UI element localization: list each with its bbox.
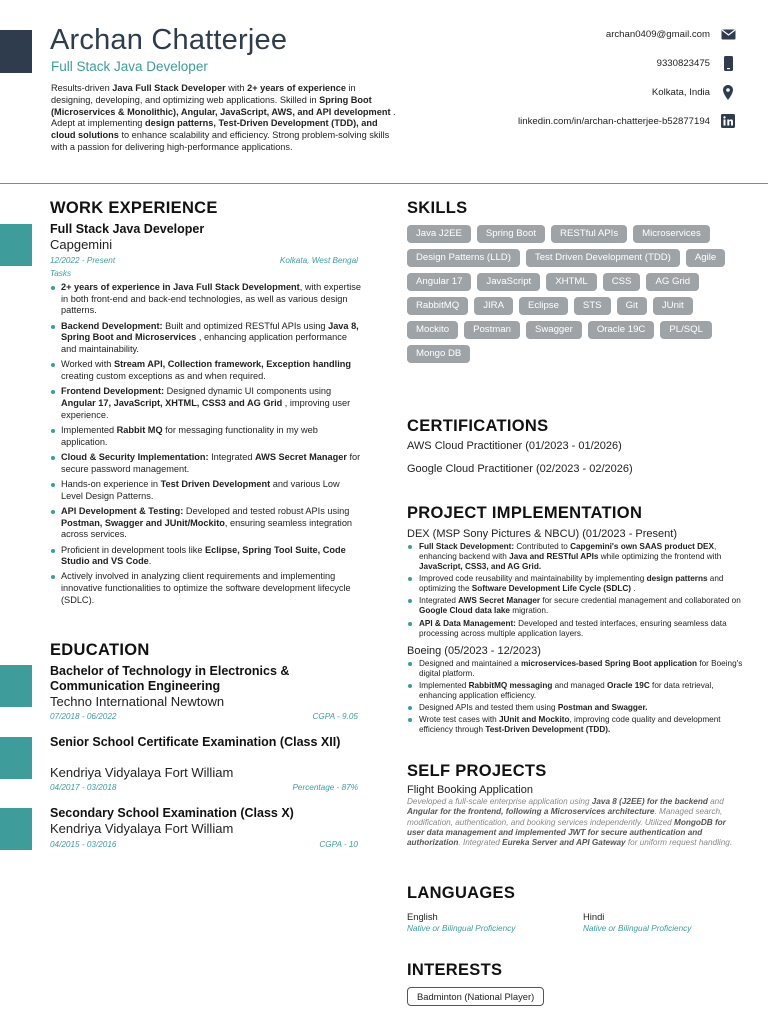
skill-tag: Postman (464, 321, 520, 339)
job-location: Kolkata, West Bengal (279, 256, 358, 265)
skill-tag: CSS (603, 273, 641, 291)
skill-tag: Test Driven Development (TDD) (526, 249, 680, 267)
certification-item: Google Cloud Practitioner (02/2023 - 02/2026) (407, 463, 633, 475)
certifications-section-title: CERTIFICATIONS (407, 417, 549, 435)
edu-grade: CGPA - 10 (319, 840, 358, 849)
edu-school: Kendriya Vidyalaya Fort William (50, 821, 234, 836)
contact-phone[interactable] (657, 55, 736, 71)
project-heading: Boeing (05/2023 - 12/2023) (407, 645, 541, 657)
skill-tag: Spring Boot (477, 225, 545, 243)
skill-tag: Mongo DB (407, 345, 470, 363)
interests-section-title: INTERESTS (407, 961, 503, 979)
job-title: Full Stack Java Developer (50, 222, 205, 236)
languages-section-title: LANGUAGES (407, 884, 516, 902)
skill-tag: Java J2EE (407, 225, 471, 243)
skill-tag: Agile (686, 249, 725, 267)
language-name: Hindi (583, 911, 605, 922)
edu-degree: Bachelor of Technology in Electronics & Communication Engineering (50, 664, 290, 694)
language-name: English (407, 911, 438, 922)
edu-accent-bar-1 (0, 665, 32, 707)
edu-grade: CGPA - 9.05 (312, 712, 358, 721)
skill-tag: Git (617, 297, 647, 315)
skill-tag: JUnit (653, 297, 693, 315)
bullet-item: Implemented Rabbit MQ for messaging functionality in my web application. (50, 425, 362, 448)
edu-dates: 04/2015 - 03/2016 (50, 840, 117, 849)
phone-icon (720, 55, 736, 71)
edu-grade: Percentage - 87% (292, 783, 358, 792)
language-level: Native or Bilingual Proficiency (583, 924, 692, 933)
work-accent-bar (0, 224, 32, 266)
candidate-role: Full Stack Java Developer (51, 59, 208, 74)
bullet-item: API Development & Testing: Developed and tested robust APIs using Postman, Swagger and JUnit/Mockito, ensuring seamless integration across services. (50, 506, 362, 541)
skill-tag: Microservices (633, 225, 710, 243)
skill-tag: Mockito (407, 321, 458, 339)
projects-section-title: PROJECT IMPLEMENTATION (407, 504, 643, 522)
skill-tag: Swagger (526, 321, 582, 339)
skills-list (407, 225, 743, 363)
tasks-label: Tasks (50, 269, 72, 278)
candidate-name: Archan Chatterjee (50, 24, 288, 56)
linkedin-icon (720, 113, 736, 129)
contact-email[interactable] (606, 26, 736, 42)
bullet-item: Actively involved in analyzing client requirements and implementing innovative functionalities to optimize the software development lifecycle (SDLC). (50, 571, 362, 606)
bullet-item: Implemented RabbitMQ messaging and managed Oracle 19C for data retrieval, enhancing application efficiency. (407, 681, 743, 701)
certification-item: AWS Cloud Practitioner (01/2023 - 01/2026) (407, 440, 622, 452)
work-bullets (50, 282, 362, 610)
skill-tag: AG Grid (646, 273, 699, 291)
job-meta (50, 256, 358, 265)
work-section-title: WORK EXPERIENCE (50, 199, 218, 217)
edu-dates: 04/2017 - 03/2018 (50, 783, 117, 792)
bullet-item: Worked with Stream API, Collection framework, Exception handling creating custom exceptions as and when required. (50, 359, 362, 382)
header-divider (0, 183, 768, 184)
bullet-item: Cloud & Security Implementation: Integrated AWS Secret Manager for secure password management. (50, 452, 362, 475)
phone-text: 9330823475 (656, 57, 710, 69)
job-dates: 12/2022 - Present (50, 256, 116, 265)
bullet-item: Full Stack Development: Contributed to Capgemini's own SAAS product DEX, enhancing backend with Java and RESTful APIs while optimizing the frontend with JavaScript, CSS3, and AG Grid. (407, 542, 743, 572)
bullet-item: Designed and maintained a microservices-based Spring Boot application for Boeing's digital platform. (407, 659, 743, 679)
bullet-item: Improved code reusability and maintainability by implementing design patterns and optimizing the Software Development Life Cycle (SDLC) . (407, 574, 743, 594)
bullet-item: API & Data Management: Developed and tested interfaces, ensuring seamless data processing across multiple application layers. (407, 619, 743, 639)
linkedin-text: linkedin.com/in/archan-chatterjee-b52877194 (518, 115, 710, 127)
skill-tag: RabbitMQ (407, 297, 468, 315)
bullet-item: Frontend Development: Designed dynamic UI components using Angular 17, JavaScript, XHTML, CSS3 and AG Grid , improving user experience. (50, 386, 362, 421)
location-icon (720, 84, 736, 100)
project-heading: DEX (MSP Sony Pictures & NBCU) (01/2023 - Present) (407, 528, 678, 540)
bullet-item: Wrote test cases with JUnit and Mockito, improving code quality and development efficiency through Test-Driven Development (TDD). (407, 715, 743, 735)
header-accent-bar (0, 30, 32, 73)
edu-meta (50, 783, 358, 792)
skill-tag: XHTML (546, 273, 597, 291)
project-bullets (407, 659, 743, 738)
bullet-item: Hands-on experience in Test Driven Development and various Low Level Design Patterns. (50, 479, 362, 502)
company-name: Capgemini (50, 237, 113, 252)
skill-tag: PL/SQL (660, 321, 712, 339)
edu-meta (50, 712, 358, 721)
language-level: Native or Bilingual Proficiency (407, 924, 516, 933)
skills-section-title: SKILLS (407, 199, 468, 217)
education-section-title: EDUCATION (50, 641, 150, 659)
mail-icon (720, 26, 736, 42)
bullet-item: 2+ years of experience in Java Full Stack Development, with expertise in both front-end and back-end technologies, as well as various design patterns. (50, 282, 362, 317)
skill-tag: JavaScript (477, 273, 540, 291)
skill-tag: RESTful APIs (551, 225, 627, 243)
skill-tag: Design Patterns (LLD) (407, 249, 520, 267)
project-bullets (407, 542, 743, 641)
self-projects-section-title: SELF PROJECTS (407, 762, 547, 780)
skill-tag: STS (574, 297, 611, 315)
self-project-name: Flight Booking Application (407, 784, 533, 796)
bullet-item: Proficient in development tools like Eclipse, Spring Tool Suite, Code Studio and VS Code. (50, 545, 362, 568)
edu-dates: 07/2018 - 06/2022 (50, 712, 117, 721)
edu-school: Techno International Newtown (50, 694, 225, 709)
edu-accent-bar-3 (0, 808, 32, 850)
edu-accent-bar-2 (0, 737, 32, 779)
edu-degree: Senior School Certificate Examination (Class XII) (50, 735, 341, 749)
contact-location (652, 84, 736, 100)
location-text: Kolkata, India (651, 86, 710, 98)
bullet-item: Backend Development: Built and optimized RESTful APIs using Java 8, Spring Boot and Microservices , enhancing application performance and maintainability. (50, 321, 362, 356)
skill-tag: JIRA (474, 297, 513, 315)
skill-tag: Oracle 19C (588, 321, 655, 339)
skill-tag: Eclipse (519, 297, 568, 315)
edu-school: Kendriya Vidyalaya Fort William (50, 765, 234, 780)
summary: Results-driven Java Full Stack Developer with 2+ years of experience in designing, developing, and optimizing web applications. Skilled in Spring Boot (Microservices & Monolithic), Angular, JavaScript, AWS, and API development . Adept at implementing design patterns, Test-Driven Development (TDD), and cloud solutions to enhance scalability and efficiency. Strong problem-solving skills with a passion for delivering high-performance applications. (51, 83, 396, 152)
contact-linkedin[interactable] (518, 113, 736, 129)
skill-tag: Angular 17 (407, 273, 471, 291)
self-project-description: Developed a full-scale enterprise application using Java 8 (J2EE) for the backend and Angular for the frontend, following a Microservices architecture. Managed search, modification, authentication, and booking services independently. Utilized MongoDB for user data management and implemented JWT for secure authentication and authorization. Integrated Eureka Server and API Gateway for uniform request handling. (407, 797, 733, 847)
interest-tag: Badminton (National Player) (407, 987, 544, 1006)
edu-meta (50, 840, 358, 849)
bullet-item: Integrated AWS Secret Manager for secure credential management and collaborated on Google Cloud data lake migration. (407, 596, 743, 616)
bullet-item: Designed APIs and tested them using Postman and Swagger. (407, 703, 743, 713)
email-text: archan0409@gmail.com (605, 28, 710, 40)
edu-degree: Secondary School Examination (Class X) (50, 806, 294, 820)
